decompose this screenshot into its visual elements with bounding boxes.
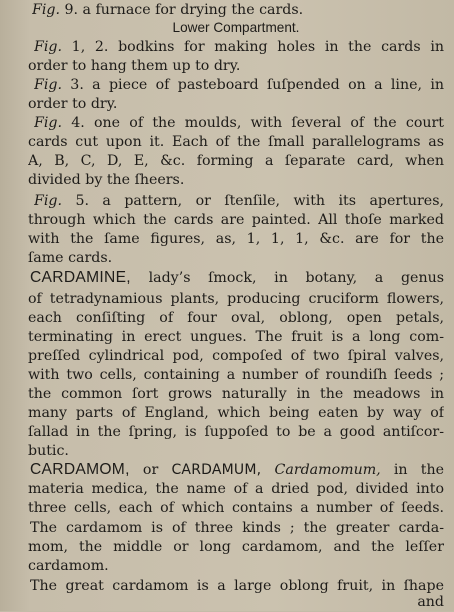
entry-heading: CARDAMINE, xyxy=(30,269,131,286)
text-line: many parts of England, which being eaten by way of xyxy=(28,405,444,421)
text-line: through which the cards are painted. All thoſe marked xyxy=(28,212,444,228)
text-line xyxy=(34,191,444,211)
line-text: 3. a piece of pasteboard ſuſpended on a line, in xyxy=(61,77,444,93)
entry-line xyxy=(30,460,444,480)
text-line: The cardamom is of three kinds ; the greater carda- xyxy=(30,520,444,536)
text-line: with the ſame figures, as, 1, 1, 1, &c. are for the xyxy=(28,231,444,247)
catchword: and xyxy=(417,594,444,610)
entry-heading: CARDAMOM, xyxy=(30,461,130,478)
text-line: order to dry. xyxy=(28,96,118,112)
entry-heading-variant: CARDAMUM, xyxy=(171,462,262,478)
text-line: terminating in erect ungues. The fruit is a long com- xyxy=(28,329,444,345)
text-line: butic. xyxy=(28,443,69,459)
text-line xyxy=(34,113,444,133)
line-text: 1, 2. bodkins for making holes in the cards in xyxy=(61,39,444,55)
text-line: with two cells, containing a number of roundiſh ſeeds ; xyxy=(28,367,444,383)
text-line: three cells, each of which contains a number of ſeeds. xyxy=(28,500,444,516)
figure-label: Fig. xyxy=(34,193,62,209)
text-line: ſallad in the ſpring, is ſuppoſed to be a good antiſcor- xyxy=(28,424,444,440)
entry-line xyxy=(30,268,444,288)
text-line xyxy=(34,37,444,57)
text-line: The great cardamom is a large oblong fruit, in ſhape xyxy=(30,578,444,594)
text-line: preſſed cylindrical pod, compoſed of two ſpiral valves, xyxy=(28,348,444,364)
text-line: each conſiſting of four oval, oblong, open petals, xyxy=(28,310,444,326)
text-line: cards cut upon it. Each of the ſmall parallelograms as xyxy=(28,134,444,150)
line-text: in the xyxy=(380,462,444,478)
text-line: order to hang them up to dry. xyxy=(28,58,241,74)
text-line: the common ſort grows naturally in the meadows in xyxy=(28,386,444,402)
figure-label: Fig. xyxy=(32,2,60,18)
line-text: 9. a furnace for drying the cards. xyxy=(59,2,304,18)
figure-label: Fig. xyxy=(34,77,62,93)
section-heading: Lower Compartment. xyxy=(172,20,300,35)
text-line xyxy=(34,75,444,95)
line-text: 4. one of the moulds, with ſeveral of the court xyxy=(61,115,444,131)
text-line: cardamom. xyxy=(28,558,109,574)
line-text: or xyxy=(129,462,172,478)
figure-label: Fig. xyxy=(34,115,62,131)
text-line: mom, the middle or long cardamom, and the leſſer xyxy=(28,539,444,555)
figure-label: Fig. xyxy=(34,39,62,55)
text-line: ſame cards. xyxy=(28,250,113,266)
text-line: divided by the ſheers. xyxy=(28,172,185,188)
text-line: materia medica, the name of a dried pod, divided into xyxy=(28,481,444,497)
text-line: A, B, C, D, E, &c. forming a ſeparate card, when xyxy=(28,153,444,169)
line-text: 5. a pattern, or ſtenſile, with its apertures, xyxy=(61,193,444,209)
text-line xyxy=(32,0,444,20)
latin-name: Cardamomum, xyxy=(261,462,381,478)
text-line: of tetradynamious plants, producing cruciform flowers, xyxy=(28,291,444,307)
line-text: lady’s ſmock, in botany, a genus xyxy=(130,270,444,286)
